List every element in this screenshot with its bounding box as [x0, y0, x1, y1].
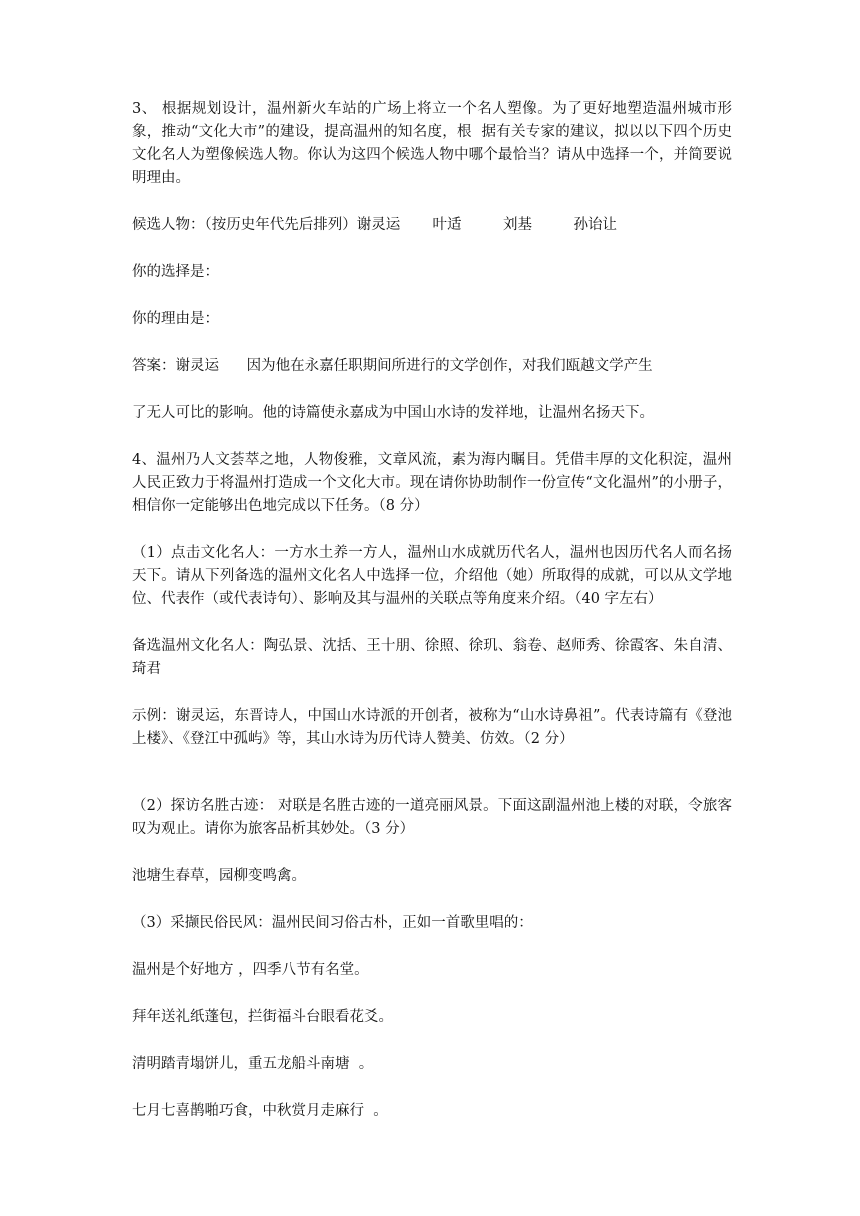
song-line-1: 温州是个好地方 ，四季八节有名堂。	[132, 962, 369, 978]
answer-line-2: 了无人可比的影响。他的诗篇使永嘉成为中国山水诗的发祥地，让温州名扬天下。	[132, 405, 654, 421]
song-line-4: 七月七喜鹊啪巧食，中秋赏月走麻行 。	[132, 1103, 388, 1119]
candidate-list: 候选人物：（按历史年代先后排列）谢灵运 叶适 刘基 孙诒让	[132, 217, 617, 233]
question-4-prompt: 4、温州乃人文荟萃之地，人物俊雅，文章风流，素为海内瞩目。凭借丰厚的文化积淀，温州人民正致力于将温州打造成一个文化大市。现在请你协助制作一份宣传“文化温州”的小册子，相信你一定能够出色地完成以下任务。（8 分）	[132, 452, 732, 514]
your-reason-line: 你的理由是：	[132, 311, 219, 327]
couplet: 池塘生春草，园柳变鸣禽。	[132, 868, 306, 884]
blank-line	[132, 775, 732, 795]
task-2-prompt: （2）探访名胜古迹： 对联是名胜古迹的一道亮丽风景。下面这副温州池上楼的对联，令旅客叹为观止。请你为旅客品析其妙处。（3 分）	[132, 798, 732, 837]
document-body	[132, 98, 732, 1123]
your-choice-line: 你的选择是：	[132, 264, 219, 280]
song-line-2: 拜年送礼纸蓬包，拦街福斗台眼看花爻。	[132, 1009, 393, 1025]
song-line-3: 清明踏青塌饼儿，重五龙船斗南塘 。	[132, 1056, 374, 1072]
question-3-prompt: 3、 根据规划设计，温州新火车站的广场上将立一个名人塑像。为了更好地塑造温州城市形象，推动“文化大市”的建设，提高温州的知名度，根 据有关专家的建议，拟以以下四个历史文化名人为塑像候选人物。你认为这四个候选人物中哪个最恰当？请从中选择一个，并简要说明理由。	[132, 101, 732, 186]
task-3-prompt: （3）采撷民俗民风：温州民间习俗古朴，正如一首歌里唱的：	[132, 915, 533, 931]
candidate-figures: 备选温州文化名人：陶弘景、沈括、王十朋、徐照、徐玑、翁卷、赵师秀、徐霞客、朱自清、琦君	[132, 638, 732, 677]
task-1-prompt: （1）点击文化名人：一方水土养一方人，温州山水成就历代名人，温州也因历代名人而名扬天下。请从下列备选的温州文化名人中选择一位，介绍他（她）所取得的成就，可以从文学地位、代表作（或代表诗句）、影响及其与温州的关联点等角度来介绍。（40 字左右）	[132, 545, 732, 607]
answer-line-1: 答案：谢灵运 因为他在永嘉任职期间所进行的文学创作，对我们瓯越文学产生	[132, 358, 653, 374]
example-paragraph: 示例：谢灵运，东晋诗人，中国山水诗派的开创者，被称为“山水诗鼻祖”。代表诗篇有《登池上楼》、《登江中孤屿》等，其山水诗为历代诗人赞美、仿效。（2 分）	[132, 708, 732, 747]
